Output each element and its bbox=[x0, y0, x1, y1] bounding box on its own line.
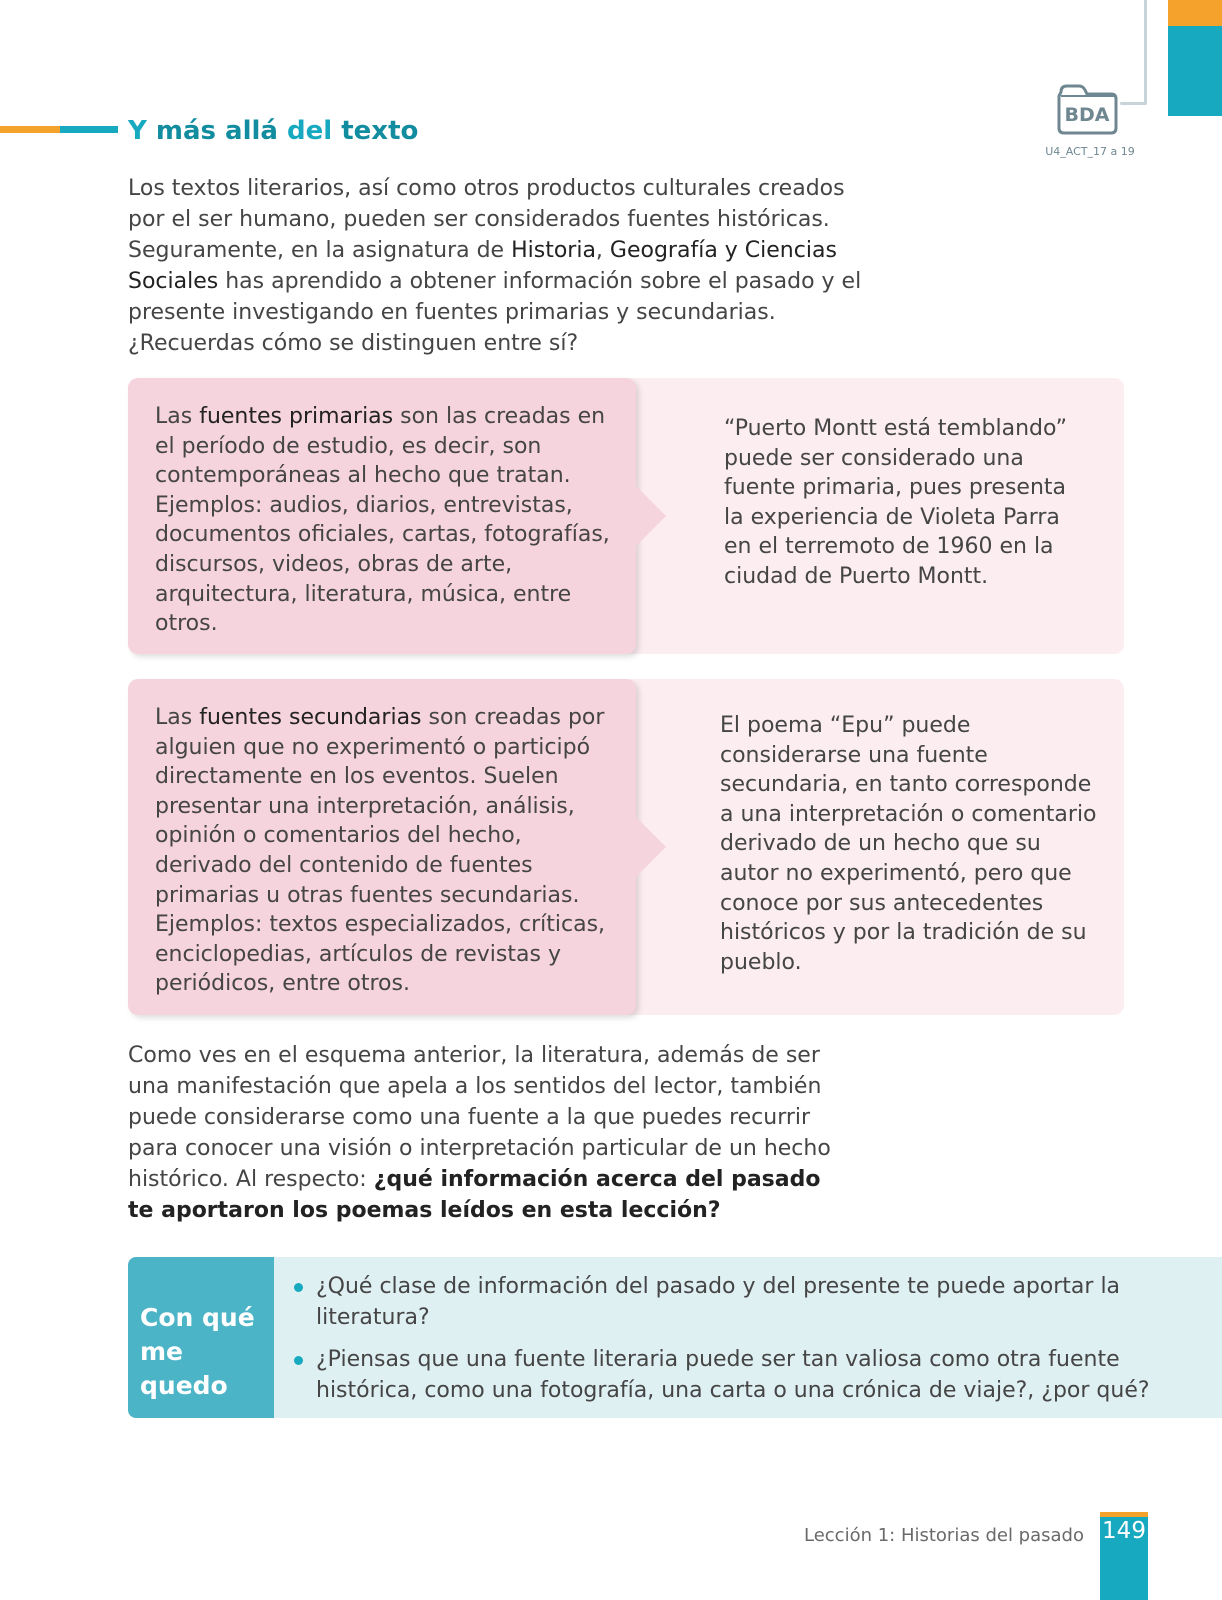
primary-example-box bbox=[620, 378, 1124, 654]
corner-connector-line-h bbox=[1120, 102, 1147, 105]
intro-paragraph: Los textos literarios, así como otros productos culturales creados por el ser humano, pueden ser considerados fuentes históricas. Seguramente, en la asignatura de Historia, Geografía y Ciencias Sociales has aprendido a obtener información sobre el pasado y el presente investigando en fuentes primarias y secundarias. ¿Recuerdas cómo se distinguen entre sí? bbox=[128, 176, 862, 356]
reflection-item: ¿Piensas que una fuente literaria puede ser tan valiosa como otra fuente histórica, como una fotografía, una carta o una crónica de viaje?, ¿por qué? bbox=[292, 1344, 1192, 1406]
reflection-list bbox=[292, 1271, 1192, 1417]
primary-definition-text: Las fuentes primarias son las creadas en el período de estudio, es decir, son contemporáneas al hecho que tratan. Ejemplos: audios, diarios, entrevistas, documentos oficiales, cartas, fotografías, discursos, videos, obras de arte, arquitectura, literatura, música, entre otros. bbox=[155, 404, 610, 637]
lesson-footer: Lección 1: Historias del pasado bbox=[803, 1525, 1084, 1546]
scheme-arrow bbox=[636, 486, 666, 546]
corner-connector-line bbox=[1144, 0, 1147, 104]
bda-folder-icon[interactable] bbox=[1055, 82, 1119, 136]
page-number: 149 bbox=[1102, 1518, 1146, 1544]
primary-term: fuentes primarias bbox=[199, 404, 394, 429]
secondary-definition-box bbox=[128, 679, 636, 1015]
section-title: Y más allá del texto bbox=[128, 116, 419, 146]
reflection-item: ¿Qué clase de información del pasado y del presente te puede aportar la literatura? bbox=[292, 1271, 1192, 1333]
secondary-term: fuentes secundarias bbox=[199, 705, 422, 730]
bullet-icon bbox=[294, 1283, 303, 1292]
con-que-me-quedo-label: Con qué me quedo bbox=[140, 1303, 255, 1400]
corner-accent-stripe bbox=[1168, 0, 1222, 26]
primary-example-text: “Puerto Montt está temblando” puede ser considerado una fuente primaria, pues presenta la experiencia de Violeta Parra en el terremoto de 1960 en la ciudad de Puerto Montt. bbox=[724, 416, 1068, 589]
bda-activity-code: U4_ACT_17 a 19 bbox=[1045, 145, 1135, 158]
page-number-accent bbox=[1100, 1512, 1148, 1517]
secondary-definition-text: Las fuentes secundarias son creadas por alguien que no experimentó o participó directamente en los eventos. Suelen presentar una interpretación, análisis, opinión o comentarios del hecho, derivado del contenido de fuentes primarias u otras fuentes secundarias. Ejemplos: textos especializados, críticas, enciclopedias, artículos de revistas y periódicos, entre otros. bbox=[155, 705, 606, 997]
primary-definition-box bbox=[128, 378, 636, 654]
bda-label: BDA bbox=[1064, 104, 1110, 126]
con-que-me-quedo-body bbox=[274, 1257, 1222, 1418]
closing-question: ¿qué información acerca del pasado te aportaron los poemas leídos en esta lección? bbox=[128, 1167, 821, 1223]
bullet-icon bbox=[294, 1356, 303, 1365]
secondary-example-text: El poema “Epu” puede considerarse una fuente secundaria, en tanto corresponde a una interpretación o comentario derivado de un hecho que su autor no experimentó, pero que conoce por sus antecedentes históricos y por la tradición de su pueblo. bbox=[720, 713, 1097, 975]
closing-paragraph: Como ves en el esquema anterior, la literatura, además de ser una manifestación que apela a los sentidos del lector, también puede considerarse como una fuente a la que puedes recurrir para conocer una visión o interpretación particular de un hecho histórico. Al respecto: ¿qué información acerca del pasado te aportaron los poemas leídos en esta lección? bbox=[128, 1043, 831, 1223]
secondary-example-box bbox=[620, 679, 1124, 1015]
heading-orange-rule bbox=[0, 126, 60, 133]
scheme-arrow bbox=[636, 817, 666, 877]
heading-teal-rule bbox=[60, 126, 118, 133]
con-que-me-quedo-label-box bbox=[128, 1257, 274, 1418]
subject-historia: Historia bbox=[511, 238, 596, 263]
subject-geografia: Geografía y Ciencias Sociales bbox=[128, 238, 837, 294]
